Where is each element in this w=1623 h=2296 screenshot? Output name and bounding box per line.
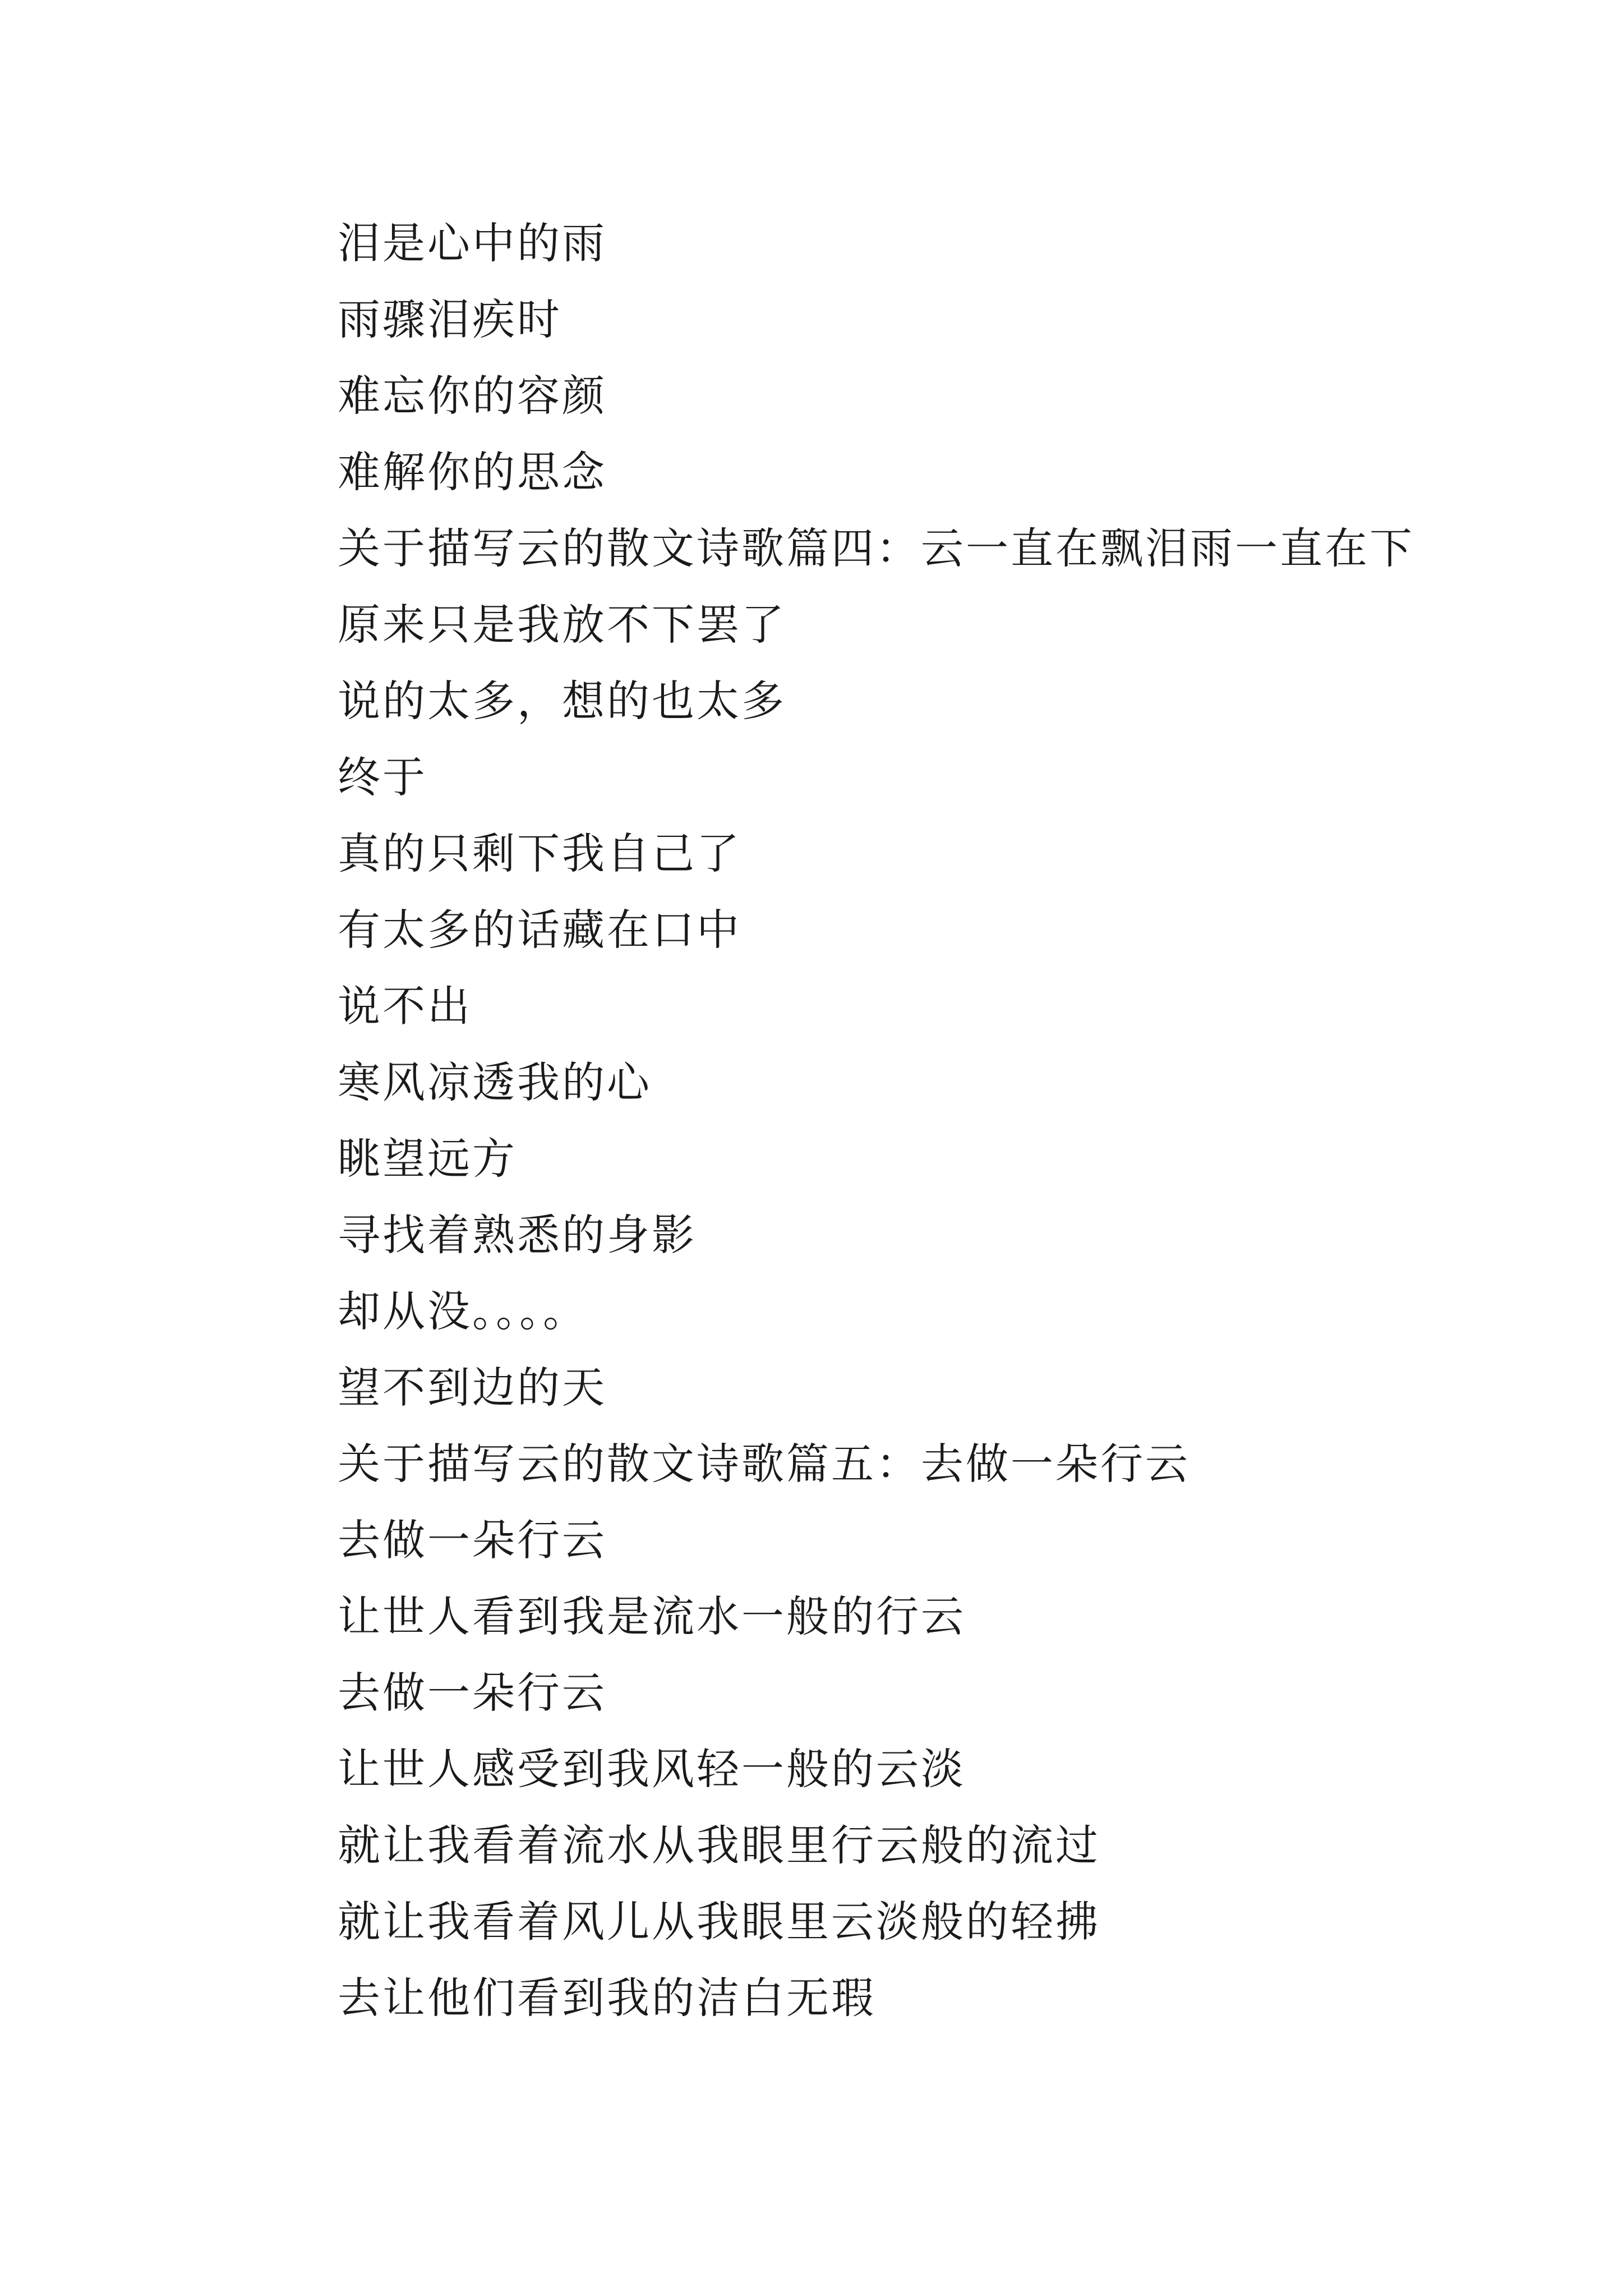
- text-line: 难解你的思念: [338, 447, 607, 497]
- text-line: 让世人感受到我风轻一般的云淡: [338, 1744, 966, 1794]
- text-line: 眺望远方: [338, 1134, 517, 1184]
- section-heading-5: 关于描写云的散文诗歌篇五：去做一朵行云: [338, 1439, 1190, 1489]
- text-line: 让世人看到我是流水一般的行云: [338, 1591, 966, 1641]
- text-line: 却从没。。。。: [338, 1286, 588, 1336]
- text-line: 说的太多，想的也太多: [338, 676, 786, 726]
- text-line: 终于: [338, 752, 427, 802]
- text-line: 雨骤泪疾时: [338, 295, 562, 344]
- text-line: 有太多的话藏在口中: [338, 905, 741, 955]
- text-line: 说不出: [338, 981, 472, 1031]
- text-line: 寻找着熟悉的身影: [338, 1210, 697, 1260]
- text-line: 寒风凉透我的心: [338, 1057, 652, 1107]
- text-line: 去做一朵行云: [338, 1515, 607, 1565]
- section-heading-4: 关于描写云的散文诗歌篇四：云一直在飘泪雨一直在下: [338, 523, 1414, 573]
- text-line: 望不到边的天: [338, 1363, 607, 1412]
- text-line: 原来只是我放不下罢了: [338, 600, 786, 650]
- text-line: 真的只剩下我自己了: [338, 829, 741, 878]
- text-line: 泪是心中的雨: [338, 218, 607, 268]
- text-line: 难忘你的容颜: [338, 371, 607, 421]
- text-line: 去做一朵行云: [338, 1668, 607, 1718]
- text-line: 去让他们看到我的洁白无瑕: [338, 1973, 876, 2023]
- poem-text-body: [338, 205, 1515, 2036]
- text-line: 就让我看着流水从我眼里行云般的流过: [338, 1820, 1100, 1870]
- text-line: 就让我看着风儿从我眼里云淡般的轻拂: [338, 1897, 1100, 1947]
